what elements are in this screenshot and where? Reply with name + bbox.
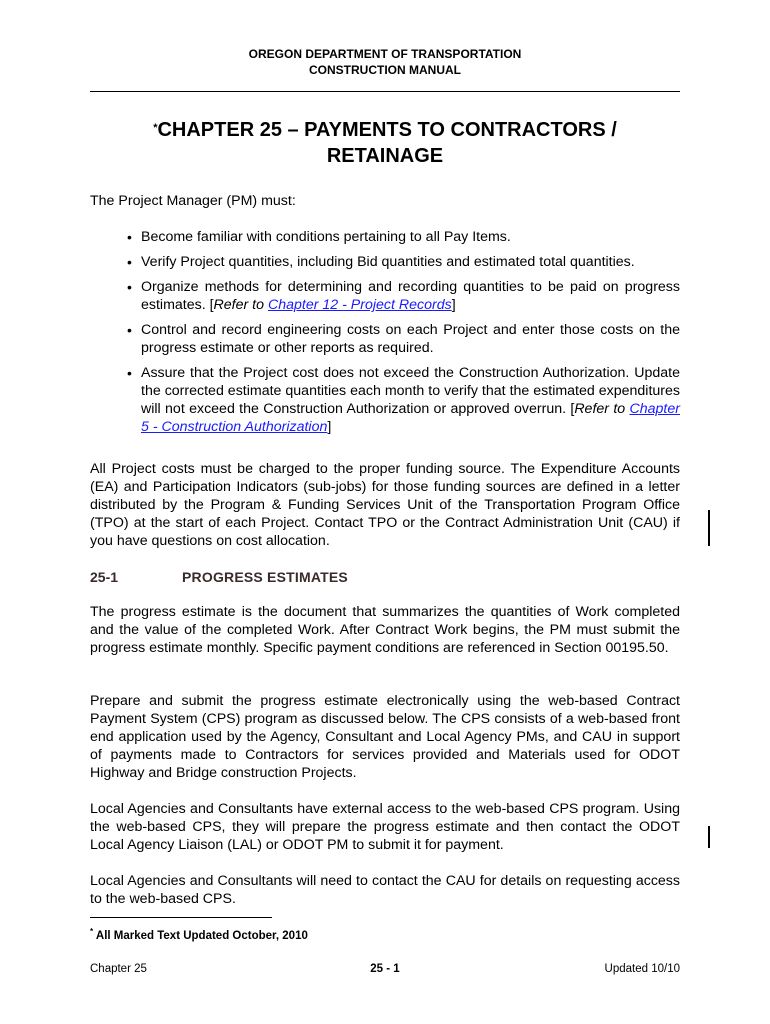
- list-item: [90, 364, 680, 436]
- chapter-title-line1: [90, 117, 680, 143]
- change-bar: [708, 826, 710, 848]
- bullet-icon: •: [127, 322, 132, 338]
- section-title: PROGRESS ESTIMATES: [182, 569, 348, 585]
- refer-to-text: Refer to: [213, 297, 268, 313]
- cps-paragraph: Prepare and submit the progress estimate electronically using the web-based Contract Payment System (CPS) program as discussed below. The CPS consists of a web-based front end application used by the Agency, Consultant and Local Agency PMs, and CAU in support of payments made to Contractors for services provided and Materials used for ODOT Highway and Bridge construction Projects.: [90, 693, 680, 781]
- bullet-icon: •: [127, 229, 132, 245]
- list-item: [90, 321, 680, 357]
- pm-duties-list: [90, 228, 680, 436]
- bracket-close: ]: [451, 297, 456, 313]
- bracket-close: ]: [327, 419, 332, 435]
- footnote-marker: *: [90, 927, 94, 936]
- change-bar: [708, 510, 710, 546]
- list-item: [90, 228, 680, 246]
- update-marker: *: [153, 122, 158, 134]
- list-item-text: Verify Project quantities, including Bid quantities and estimated total quantities.: [141, 254, 635, 270]
- header-manual: CONSTRUCTION MANUAL: [309, 63, 461, 77]
- local-agency-paragraph: Local Agencies and Consultants have external access to the web-based CPS program. Using the web-based CPS, they will prepare the progress estimate and then contact the ODOT Local Agency Liaison (LAL) or ODOT PM to submit it for payment.: [90, 801, 680, 853]
- footnote-text: All Marked Text Updated October, 2010: [93, 929, 308, 942]
- progress-estimate-paragraph: The progress estimate is the document that summarizes the quantities of Work completed and the value of the completed Work. After Contract Work begins, the PM must submit the progress estimate monthly. Specific payment conditions are referenced in Section 00195.50.: [90, 604, 680, 656]
- funding-paragraph: All Project costs must be charged to the proper funding source. The Expenditure Accounts (EA) and Participation Indicators (sub-jobs) for those funding sources are defined in a letter distributed by the Program & Funding Services Unit of the Transportation Program Office (TPO) at the start of each Project. Contact TPO or the Contract Administration Unit (CAU) if you have questions on cost allocation.: [90, 461, 680, 549]
- intro-text: The Project Manager (PM) must:: [90, 193, 296, 209]
- list-item: [90, 278, 680, 314]
- list-item-text: Organize methods for determining and recording quantities to be paid on progress estimates. [: [141, 279, 680, 313]
- list-item-text: Control and record engineering costs on each Project and enter those costs on the progress estimate or other reports as required.: [141, 322, 680, 356]
- footnote-rule: [90, 917, 272, 918]
- list-item: [90, 253, 680, 271]
- footer-chapter: Chapter 25: [90, 963, 147, 975]
- chapter-12-link[interactable]: Chapter 12 - Project Records: [267, 297, 452, 313]
- section-number: 25-1: [90, 569, 119, 585]
- list-item-text: Assure that the Project cost does not exceed the Construction Authorization. Update the corrected estimate quantities each month to verify that the estimated expenditures will not exceed the Construction Authorization or approved overrun. [: [141, 365, 680, 417]
- bullet-icon: •: [127, 365, 132, 381]
- footnote: [90, 927, 308, 942]
- footer-page-number: 25 - 1: [370, 963, 400, 975]
- bullet-icon: •: [127, 254, 132, 270]
- chapter-5-link[interactable]: Chapter 5 - Construction Authorization: [141, 401, 680, 435]
- refer-to-text: Refer to: [574, 401, 630, 417]
- header-rule: [90, 91, 680, 92]
- chapter-title-text: CHAPTER 25 – PAYMENTS TO CONTRACTORS /: [157, 119, 617, 141]
- cau-contact-paragraph: Local Agencies and Consultants will need to contact the CAU for details on requesting access to the web-based CPS.: [90, 873, 680, 907]
- list-item-text: Become familiar with conditions pertaining to all Pay Items.: [141, 229, 511, 245]
- footer-updated: Updated 10/10: [604, 963, 680, 975]
- chapter-title-line2: RETAINAGE: [326, 145, 444, 167]
- bullet-icon: •: [127, 279, 132, 295]
- header-agency: OREGON DEPARTMENT OF TRANSPORTATION: [248, 47, 522, 61]
